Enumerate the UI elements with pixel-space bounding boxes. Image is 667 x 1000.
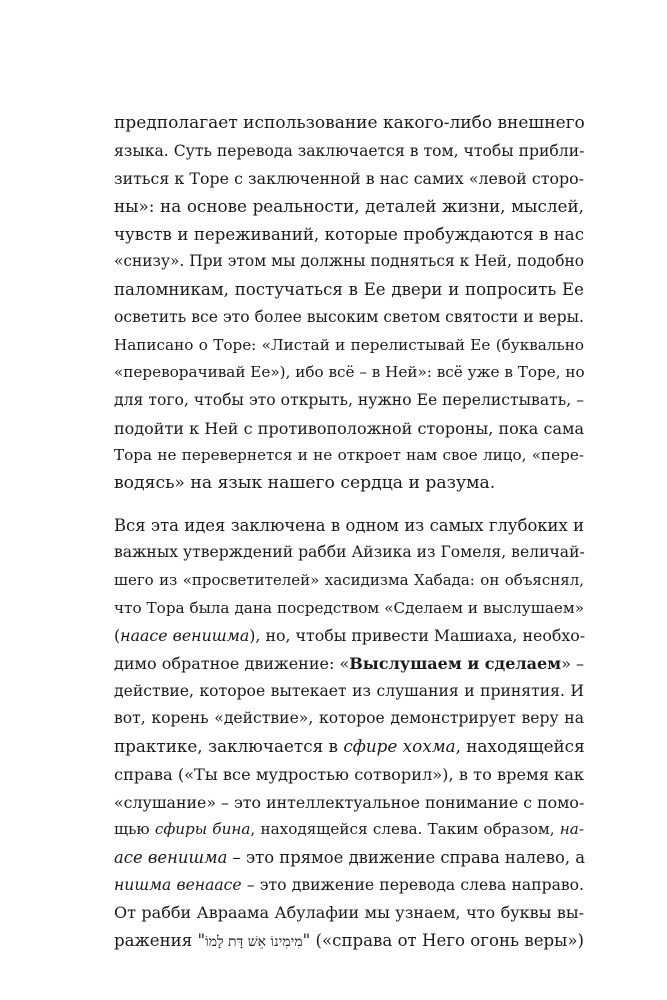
text-line: ны»: на основе реальности, деталей жизни, мыслей, — [114, 196, 584, 217]
text-line: языка. Суть перевода заключается в том, чтобы прибли- — [114, 141, 585, 160]
text-line: «снизу». При этом мы должны подняться к Ней, подобно — [114, 252, 584, 271]
text-run: практике, заключается в — [114, 736, 344, 757]
text-line: важных утверждений рабби Айзика из Гомеля, величай- — [114, 543, 585, 562]
text-line: подойти к Ней с противоположной стороны, пока сама — [114, 418, 584, 438]
text-line — [114, 650, 584, 678]
text-line — [114, 927, 584, 955]
text-run: ( — [114, 626, 121, 646]
text-line: Тора не перевернется и не откроет нам свое лицо, «пере- — [114, 446, 584, 465]
text-line: для того, чтобы это открыть, нужно Ее перелистывать, – — [114, 390, 584, 409]
text-run: , находящейся — [455, 736, 585, 757]
text-line: справа («Ты все мудростью сотворил»), в то время как — [114, 764, 584, 784]
hebrew-phrase: מִימִינוֹ אֵשׁ דָּת לָמוֹ — [205, 933, 303, 950]
text-line: осветить все это более высоким светом святости и веры. — [114, 307, 584, 326]
italic-term: сфире хохма — [343, 736, 456, 757]
text-line — [114, 844, 584, 872]
paragraph-2 — [114, 512, 584, 955]
italic-term: наасе венишма — [120, 626, 250, 646]
text-run: , находящейся слева. Таким образом, — [250, 820, 560, 839]
paragraph-1 — [114, 110, 584, 498]
text-line: Написано о Торе: «Листай и перелистывай Ее (буквально — [114, 335, 584, 354]
text-line: действие, которое вытекает из слушания и принятия. И — [114, 681, 584, 700]
text-line: вот, корень «действие», которое демонстрирует веру на — [114, 709, 584, 728]
text-run: » – — [561, 654, 585, 674]
text-line: что Тора была дана посредством «Сделаем и выслушаем» — [114, 598, 584, 617]
text-line: «слушание» – это интеллектуальное понимание с помо- — [114, 792, 585, 812]
italic-term: нишма венаасе — [114, 875, 242, 894]
text-run: " («справа от Него огонь веры») — [302, 930, 584, 950]
text-run: димо обратное движение: « — [114, 654, 350, 674]
text-line — [114, 816, 584, 844]
text-line: чувств и переживаний, которые пробуждаются в нас — [114, 224, 584, 244]
text-line: шего из «просветителей» хасидизма Хабада: он объяснял, — [114, 571, 584, 589]
text-run: ), но, чтобы привести Машиаха, необхо- — [249, 626, 586, 646]
text-line: предполагает использование какого-либо внешнего — [114, 113, 585, 133]
text-run: – это движение перевода слева направо. — [241, 875, 584, 894]
bold-phrase: Выслушаем и сделаем — [349, 654, 562, 674]
italic-term: на- — [559, 820, 584, 839]
text-run: – это прямое движение справа налево, а — [227, 847, 586, 867]
text-line: «переворачивай Ее»), ибо всё – в Ней»: всё уже в Торе, но — [114, 363, 585, 382]
text-line — [114, 622, 584, 650]
text-line: водясь» на язык нашего сердца и разума. — [114, 472, 496, 493]
text-run: щью — [114, 820, 155, 839]
page-body — [114, 110, 584, 955]
text-run: ражения " — [114, 930, 206, 950]
text-line: паломникам, постучаться в Ее двери и попросить Ее — [114, 280, 584, 300]
text-line — [114, 733, 584, 761]
italic-term: асе венишма — [114, 847, 228, 867]
text-line: Вся эта идея заключена в одном из самых глубоких и — [114, 515, 584, 535]
text-line: От рабби Авраама Абулафии мы узнаем, что буквы вы- — [114, 903, 584, 923]
text-line — [114, 872, 584, 900]
text-line: зиться к Торе с заключенной в нас самих «левой сторо- — [114, 169, 584, 189]
italic-term: сфиры бина — [154, 820, 251, 839]
